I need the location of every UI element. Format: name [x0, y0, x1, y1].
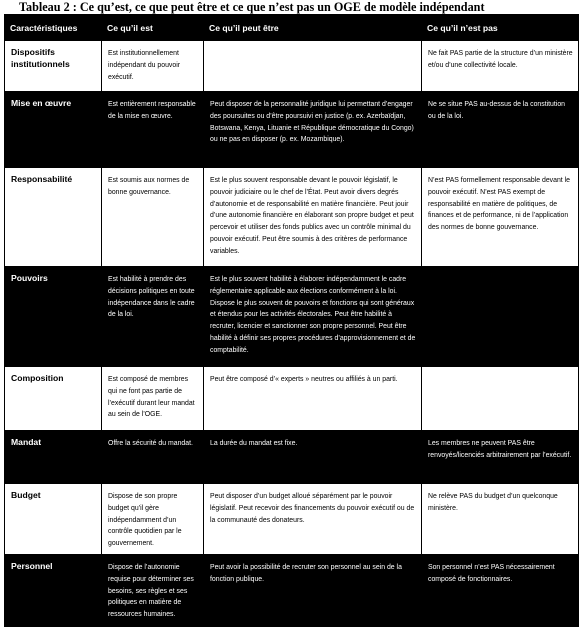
cell-can-be: Est le plus souvent responsable devant le pouvoir législatif, le pouvoir judiciaire ou le chef de l’État. Peut avoir divers degrés d’autonomie et de responsabilité en matière financière. Peut jouir d’une autonomie financière en élaborant son propre budget et peut percevoir et utiliser des fonds publics avec un contrôle minimal du pouvoir exécutif. Peut être soumis à des critères de performance variables.	[204, 168, 422, 267]
row-label: Personnel	[5, 555, 102, 627]
cell-is: Dispose de son propre budget qu’il gère indépendamment d’un contrôle quotidien par le gouvernement.	[102, 484, 204, 555]
table-row	[5, 484, 579, 555]
cell-can-be: Peut avoir la possibilité de recruter son personnel au sein de la fonction publique.	[204, 555, 422, 627]
cell-can-be: Est le plus souvent habilité à élaborer indépendamment le cadre réglementaire applicable aux élections conformément à la loi. Dispose le plus souvent de pouvoirs et fonctions qui sont généraux et étendus pour les activités électorales. Peut être habilité à recruter, licencier et sanctionner son propre personnel. Peut être habilité à définir ses propres procédures d’approvisionnement et de comptabilité.	[204, 267, 422, 367]
row-label: Budget	[5, 484, 102, 555]
cell-is: Est institutionnellement indépendant du pouvoir exécutif.	[102, 41, 204, 92]
table-title: Tableau 2 : Ce qu’est, ce que peut être et ce que n’est pas un OGE de modèle indépendant	[19, 0, 485, 14]
header-what-it-is-not: Ce qu’il n’est pas	[422, 15, 579, 41]
table-row	[5, 431, 579, 484]
cell-is-not	[422, 367, 579, 431]
cell-can-be: La durée du mandat est fixe.	[204, 431, 422, 484]
table-row	[5, 267, 579, 367]
cell-is-not	[422, 267, 579, 367]
row-label: Responsabilité	[5, 168, 102, 267]
header-what-it-is: Ce qu’il est	[102, 15, 204, 41]
table-row	[5, 92, 579, 168]
row-label: Dispositifs institutionnels	[5, 41, 102, 92]
cell-can-be: Peut disposer d’un budget alloué séparément par le pouvoir législatif. Peut recevoir des financements du pouvoir exécutif ou de la communauté des donateurs.	[204, 484, 422, 555]
table-row	[5, 367, 579, 431]
cell-is-not: Ne se situe PAS au-dessus de la constitution ou de la loi.	[422, 92, 579, 168]
table-row	[5, 555, 579, 627]
cell-is-not: Son personnel n’est PAS nécessairement composé de fonctionnaires.	[422, 555, 579, 627]
oge-table	[4, 14, 579, 627]
row-label: Mise en œuvre	[5, 92, 102, 168]
cell-is: Est composé de membres qui ne font pas partie de l’exécutif durant leur mandat au sein de l’OGE.	[102, 367, 204, 431]
cell-is: Est habilité à prendre des décisions politiques en toute indépendance dans le cadre de la loi.	[102, 267, 204, 367]
table-row	[5, 168, 579, 267]
header-what-it-can-be: Ce qu’il peut être	[204, 15, 422, 41]
row-label: Mandat	[5, 431, 102, 484]
cell-is: Est entièrement responsable de la mise en œuvre.	[102, 92, 204, 168]
cell-can-be	[204, 41, 422, 92]
row-label: Composition	[5, 367, 102, 431]
table-row	[5, 41, 579, 92]
cell-is-not: Ne fait PAS partie de la structure d’un ministère et/ou d’une collectivité locale.	[422, 41, 579, 92]
cell-can-be: Peut être composé d’« experts » neutres ou affiliés à un parti.	[204, 367, 422, 431]
header-row	[5, 15, 579, 41]
row-label: Pouvoirs	[5, 267, 102, 367]
cell-is-not: N’est PAS formellement responsable devant le pouvoir exécutif. N’est PAS exempt de responsabilité en matière de politiques, de finances et de performance, ni de l’application des normes de bonne gouvernance.	[422, 168, 579, 267]
cell-is: Est soumis aux normes de bonne gouvernance.	[102, 168, 204, 267]
cell-is: Dispose de l’autonomie requise pour déterminer ses besoins, ses règles et ses politiques en matière de ressources humaines.	[102, 555, 204, 627]
cell-can-be: Peut disposer de la personnalité juridique lui permettant d’engager des poursuites ou d’être poursuivi en justice (p. ex. Azerbaïdjan, Botswana, Kenya, Lituanie et République démocratique du Congo) ou ne pas en disposer (p. ex. Mozambique).	[204, 92, 422, 168]
cell-is-not: Les membres ne peuvent PAS être renvoyés/licenciés arbitrairement par l’exécutif.	[422, 431, 579, 484]
cell-is-not: Ne relève PAS du budget d’un quelconque ministère.	[422, 484, 579, 555]
header-characteristics: Caractéristiques	[5, 15, 102, 41]
cell-is: Offre la sécurité du mandat.	[102, 431, 204, 484]
